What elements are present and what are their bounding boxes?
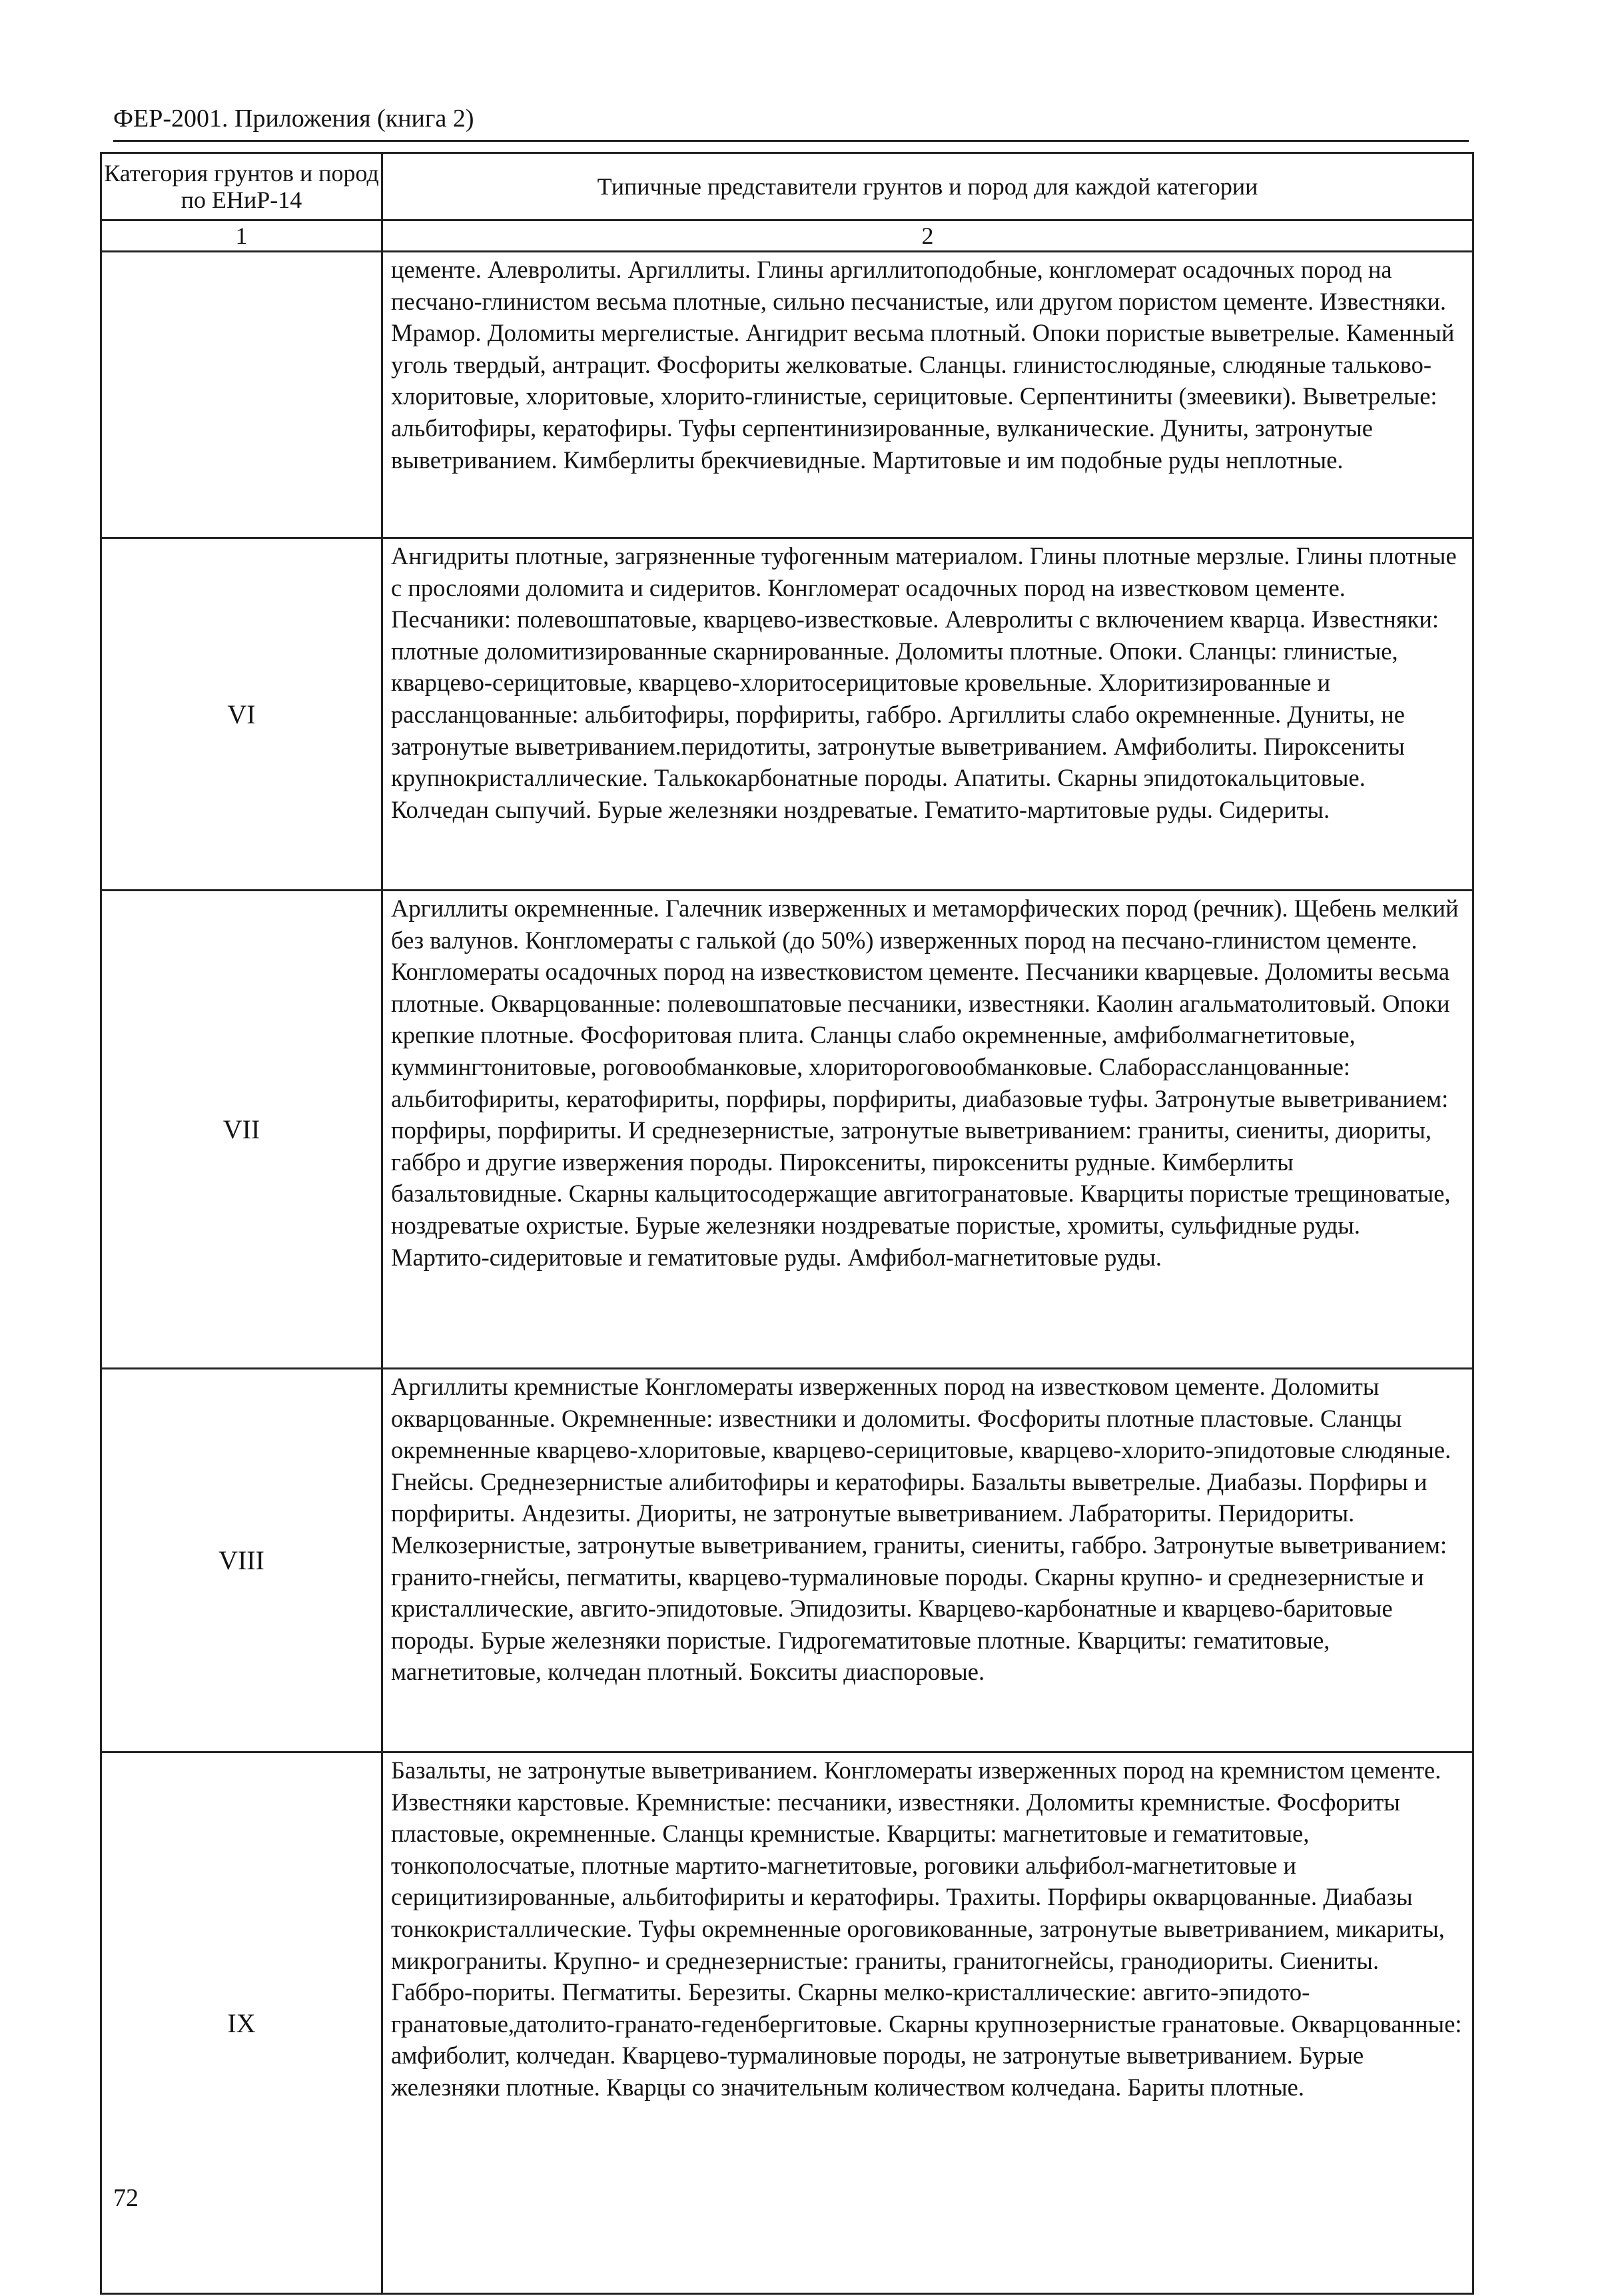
table-row [101,1369,1473,1752]
column-number-1: 1 [101,220,382,252]
category-cell: VII [101,891,382,1369]
document-title: ФЕР-2001. Приложения (книга 2) [113,105,474,133]
description-cell: Аргиллиты кремнистые Конгломераты изверженных пород на известковом цементе. Доломиты окварцованные. Окремненные: известники и доломиты. Фосфориты плотные пластовые. Сланцы окремненные кварцево-хлоритовые, кварцево-серицитовые, кварцево-хлорито-эпидотовые слюдяные. Гнейсы. Среднезернистые алибитофиры и кератофиры. Базальты выветрелые. Диабазы. Порфиры и порфириты. Андезиты. Диориты, не затронутые выветриванием. Лабраториты. Перидориты. Мелкозернистые, затронутые выветриванием, граниты, сиениты, габбро. Затронутые выветриванием: гранито-гнейсы, пегматиты, кварцево-турмалиновые породы. Скарны крупно- и среднезернистые и кристаллические, авгито-эпидотовые. Эпидозиты. Кварцево-карбонатные и кварцево-баритовые породы. Бурые железняки пористые. Гидрогематитовые плотные. Кварциты: гематитовые, магнетитовые, колчедан плотный. Бокситы диаспоровые. [382,1369,1473,1752]
column-number-2: 2 [382,220,1473,252]
description-cell: цементе. Алевролиты. Аргиллиты. Глины аргиллитоподобные, конгломерат осадочных пород на песчано-глинистом весьма плотные, сильно песчанистые, или другом пористом цементе. Известняки. Мрамор. Доломиты мергелистые. Ангидрит весьма плотный. Опоки пористые выветрелые. Каменный уголь твердый, антрацит. Фосфориты желковатые. Сланцы. глинистослюдяные, слюдяные тальково-хлоритовые, хлоритовые, хлорито-глинистые, серицитовые. Серпентиниты (змеевики). Выветрелые: альбитофиры, кератофиры. Туфы серпентинизированные, вулканические. Дуниты, затронутые выветриванием. Кимберлиты брекчиевидные. Мартитовые и им подобные руды неплотные. [382,252,1473,538]
description-cell: Базальты, не затронутые выветриванием. Конгломераты изверженных пород на кремнистом цементе. Известняки карстовые. Кремнистые: песчаники, известняки. Доломиты кремнистые. Фосфориты пластовые, окремненные. Сланцы кремнистые. Кварциты: магнетитовые и гематитовые, тонкополосчатые, плотные мартито-магнетитовые, роговики альфибол-магнетитовые и серицитизированные, альбитофириты и кератофиры. Трахиты. Порфиры окварцованные. Диабазы тонкокристаллические. Туфы окремненные ороговикованные, затронутые выветриванием, микариты, микрограниты. Крупно- и среднезернистые: граниты, гранитогнейсы, гранодиориты. Сиениты. Габбро-пориты. Пегматиты. Березиты. Скарны мелко-кристаллические: авгито-эпидото-гранатовые,датолито-гранато-геденбергитовые. Скарны крупнозернистые гранатовые. Окварцованные: амфиболит, колчедан. Кварцево-турмалиновые породы, не затронутые выветриванием. Бурые железняки плотные. Кварцы со значительным количеством колчедана. Бариты плотные. [382,1752,1473,2294]
page-number: 72 [113,2184,139,2212]
table-header-row [101,153,1473,220]
column-header-category: Категория грунтов и пород по ЕНиР-14 [101,153,382,220]
column-header-description: Типичные представители грунтов и пород для каждой категории [382,153,1473,220]
category-cell: VIII [101,1369,382,1752]
soil-categories-table [100,152,1474,2295]
running-header [113,105,1469,142]
category-cell: VI [101,538,382,891]
description-cell: Ангидриты плотные, загрязненные туфогенным материалом. Глины плотные мерзлые. Глины плотные с прослоями доломита и сидеритов. Конгломерат осадочных пород на известковом цементе. Песчаники: полевошпатовые, кварцево-известковые. Алевролиты с включением кварца. Известняки: плотные доломитизированные скарнированные. Доломиты плотные. Опоки. Сланцы: глинистые, кварцево-серицитовые, кварцево-хлоритосерицитовые кровельные. Хлоритизированные и рассланцованные: альбитофиры, порфириты, габбро. Аргиллиты слабо окремненные. Дуниты, не затронутые выветриванием.перидотиты, затронутые выветриванием. Амфиболиты. Пироксениты крупнокристаллические. Талькокарбонатные породы. Апатиты. Скарны эпидотокальцитовые. Колчедан сыпучий. Бурые железняки ноздреватые. Гематито-мартитовые руды. Сидериты. [382,538,1473,891]
table-row [101,891,1473,1369]
table-row [101,1752,1473,2294]
table-row [101,252,1473,538]
category-cell: IX [101,1752,382,2294]
description-cell: Аргиллиты окремненные. Галечник изверженных и метаморфических пород (речник). Щебень мелкий без валунов. Конгломераты с галькой (до 50%) изверженных пород на песчано-глинистом цементе. Конгломераты осадочных пород на известковистом цементе. Песчаники кварцевые. Доломиты весьма плотные. Окварцованные: полевошпатовые песчаники, известняки. Каолин агальматолитовый. Опоки крепкие плотные. Фосфоритовая плита. Сланцы слабо окремненные, амфиболмагнетитовые, куммингтонитовые, роговообманковые, хлоритороговообманковые. Слаборассланцованные: альбитофириты, кератофириты, порфиры, порфириты, диабазовые туфы. Затронутые выветриванием: порфиры, порфириты. И среднезернистые, затронутые выветриванием: граниты, сиениты, диориты, габбро и другие извержения породы. Пироксениты, пироксениты рудные. Кимберлиты базальтовидные. Скарны кальцитосодержащие авгитогранатовые. Кварциты пористые трещиноватые, ноздреватые охристые. Бурые железняки ноздреватые пористые, хромиты, сульфидные руды. Мартито-сидеритовые и гематитовые руды. Амфибол-магнетитовые руды. [382,891,1473,1369]
column-number-row [101,220,1473,252]
table-row [101,538,1473,891]
category-cell [101,252,382,538]
